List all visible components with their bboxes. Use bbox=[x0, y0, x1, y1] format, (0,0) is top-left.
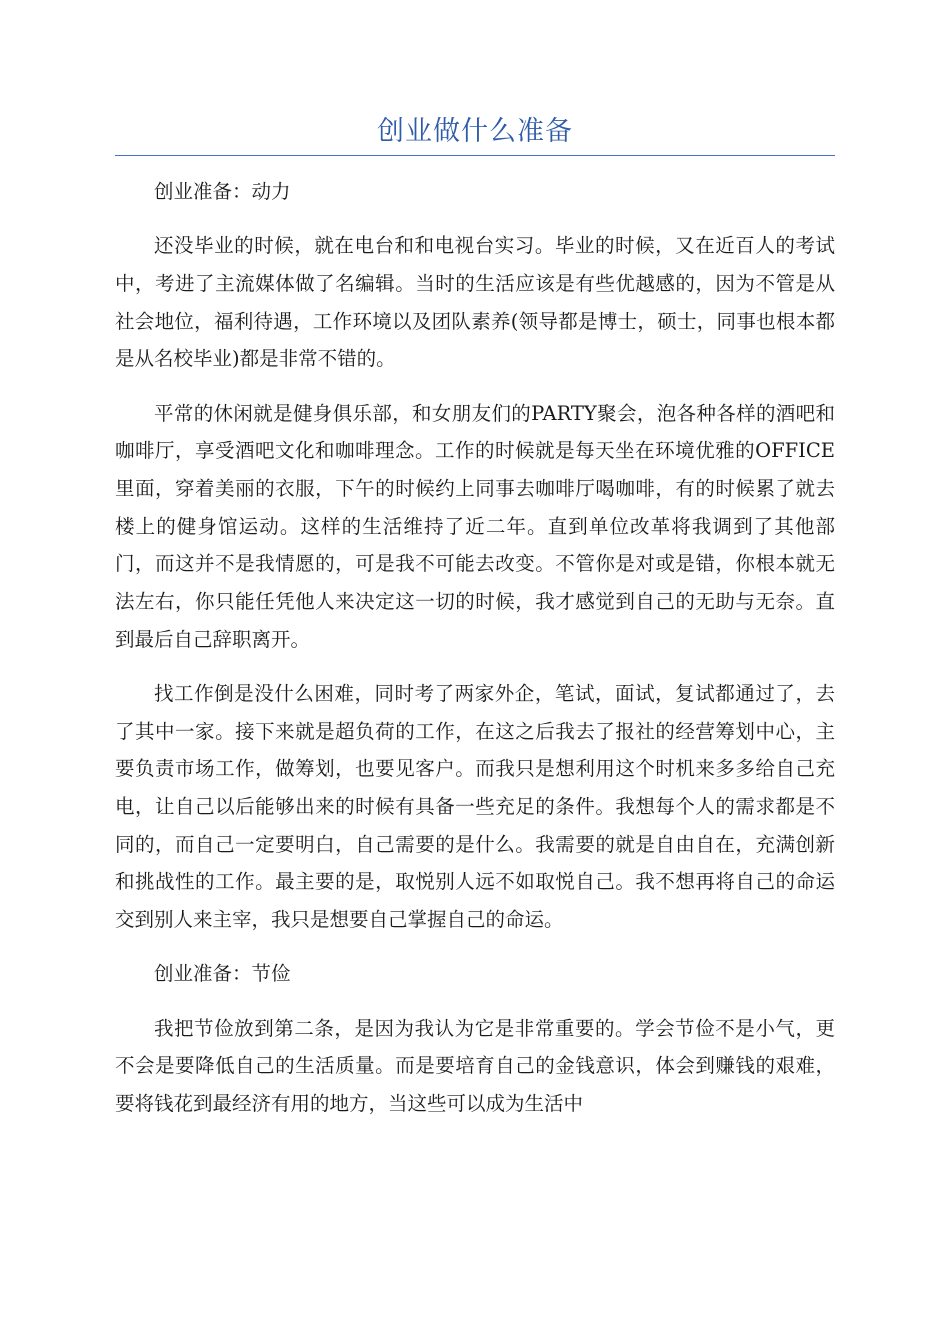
paragraph: 我把节俭放到第二条，是因为我认为它是非常重要的。学会节俭不是小气，更不会是要降低自己的生活质量。而是要培育自己的金钱意识，体会到赚钱的艰难，要将钱花到最经济有用的地方，当这些可以成为生活中 bbox=[115, 1016, 835, 1115]
paragraph: 找工作倒是没什么困难，同时考了两家外企，笔试，面试，复试都通过了，去了其中一家。接下来就是超负荷的工作，在这之后我去了报社的经营筹划中心，主要负责市场工作，做筹划，也要见客户。而我只是想利用这个时机来多多给自己充电，让自己以后能够出来的时候有具备一些充足的条件。我想每个人的需求都是不同的，而自己一定要明白，自己需要的是什么。我需要的就是自由自在，充满创新和挑战性的工作。最主要的是，取悦别人远不如取悦自己。我不想再将自己的命运交到别人来主宰，我只是想要自己掌握自己的命运。 bbox=[115, 681, 835, 932]
document-body bbox=[115, 173, 835, 1139]
title-underline bbox=[115, 155, 835, 156]
section-heading-motivation: 创业准备：动力 bbox=[154, 180, 291, 203]
document-title: 创业做什么准备 bbox=[377, 116, 573, 147]
paragraph: 平常的休闲就是健身俱乐部，和女朋友们的PARTY聚会，泡各种各样的酒吧和咖啡厅，享受酒吧文化和咖啡理念。工作的时候就是每天坐在环境优雅的OFFICE里面，穿着美丽的衣服，下午的时候约上同事去咖啡厅喝咖啡，有的时候累了就去楼上的健身馆运动。这样的生活维持了近二年。直到单位改革将我调到了其他部门，而这并不是我情愿的，可是我不可能去改变。不管你是对或是错，你根本就无法左右，你只能任凭他人来决定这一切的时候，我才感觉到自己的无助与无奈。直到最后自己辞职离开。 bbox=[115, 401, 835, 651]
section-heading-thrift: 创业准备：节俭 bbox=[154, 962, 291, 986]
paragraph: 还没毕业的时候，就在电台和和电视台实习。毕业的时候，又在近百人的考试中，考进了主流媒体做了名编辑。当时的生活应该是有些优越感的，因为不管是从社会地位，福利待遇，工作环境以及团队素养(领导都是博士，硕士，同事也根本都是从名校毕业)都是非常不错的。 bbox=[115, 234, 835, 371]
